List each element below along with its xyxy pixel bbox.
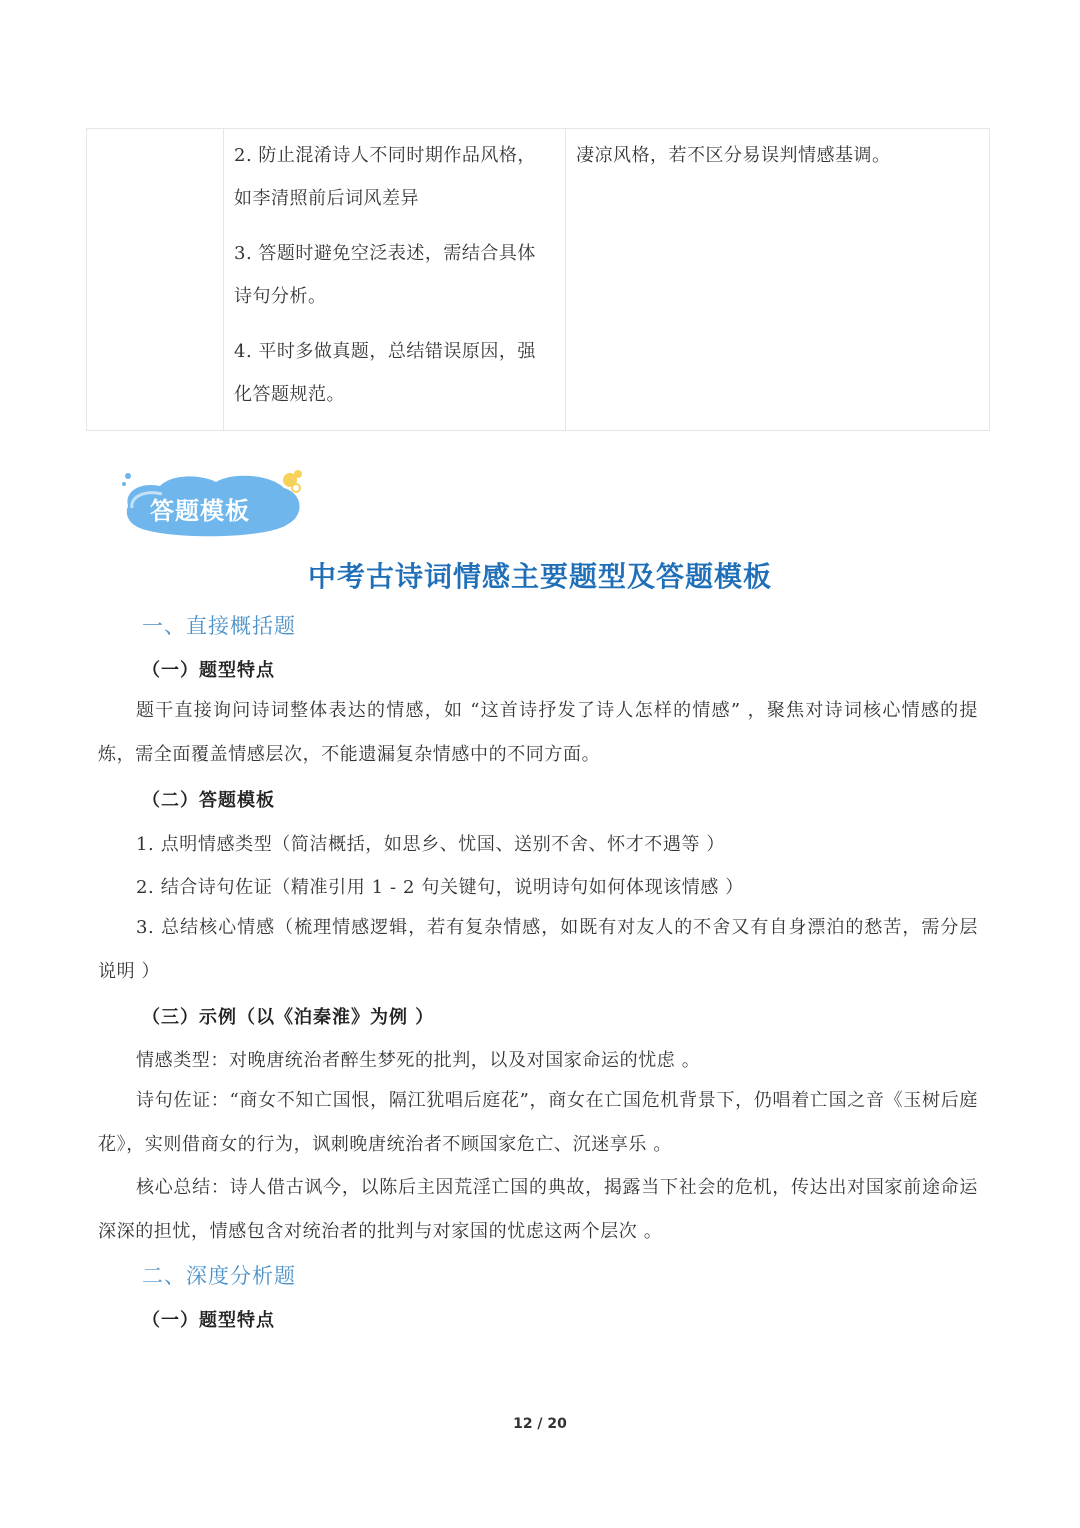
table-cell-item-2: 2. 防止混淆诗人不同时期作品风格，如李清照前后词风差异 [234, 145, 536, 209]
table-divider [565, 129, 566, 430]
page-title: 中考古诗词情感主要题型及答题模板 [307, 560, 772, 593]
table-divider [223, 129, 224, 430]
subheading-example: （三）示例（以《泊秦淮》为例 ） [142, 1007, 435, 1028]
subheading-features: （一）题型特点 [142, 660, 275, 681]
paragraph-features: 题干直接询问诗词整体表达的情感，如 “这首诗抒发了诗人怎样的情感” ，聚焦对诗词核心情感的提炼，需全面覆盖情感层次，不能遗漏复杂情感中的不同方面。 [98, 700, 978, 765]
table-cell-item-3: 3. 答题时避免空泛表述，需结合具体诗句分析。 [234, 243, 536, 307]
table-cell-item-4: 4. 平时多做真题，总结错误原因，强化答题规范。 [234, 341, 536, 405]
section-heading: 一、直接概括题 [142, 614, 296, 638]
table-cell-right: 凄凉风格，若不区分易误判情感基调。 [576, 145, 891, 166]
example-summary: 核心总结：诗人借古讽今，以陈后主因荒淫亡国的典故，揭露当下社会的危机，传达出对国家前途命运深深的担忧，情感包含对统治者的批判与对家国的忧虑这两个层次 。 [98, 1177, 978, 1242]
template-step-2: 2. 结合诗句佐证（精准引用 1 - 2 句关键句，说明诗句如何体现该情感 ） [136, 877, 744, 898]
template-step-1: 1. 点明情感类型（简洁概括，如思乡、忧国、送别不舍、怀才不遇等 ） [136, 834, 726, 855]
section-heading: 二、深度分析题 [142, 1264, 296, 1288]
example-type: 情感类型：对晚唐统治者醉生梦死的批判，以及对国家命运的忧虑 。 [136, 1050, 701, 1071]
example-evidence: 诗句佐证：“商女不知亡国恨，隔江犹唱后庭花”，商女在亡国危机背景下，仍唱着亡国之音《玉树后庭花》，实则借商女的行为，讽刺晚唐统治者不顾国家危亡、沉迷享乐 。 [98, 1090, 978, 1155]
badge-label: 答题模板 [150, 497, 250, 525]
page-number: 12 / 20 [513, 1416, 567, 1432]
subheading-template: （二）答题模板 [142, 790, 275, 811]
subheading-features: （一）题型特点 [142, 1310, 275, 1331]
template-step-3: 3. 总结核心情感（梳理情感逻辑，若有复杂情感，如既有对友人的不舍又有自身漂泊的愁苦，需分层说明 ） [98, 917, 978, 982]
